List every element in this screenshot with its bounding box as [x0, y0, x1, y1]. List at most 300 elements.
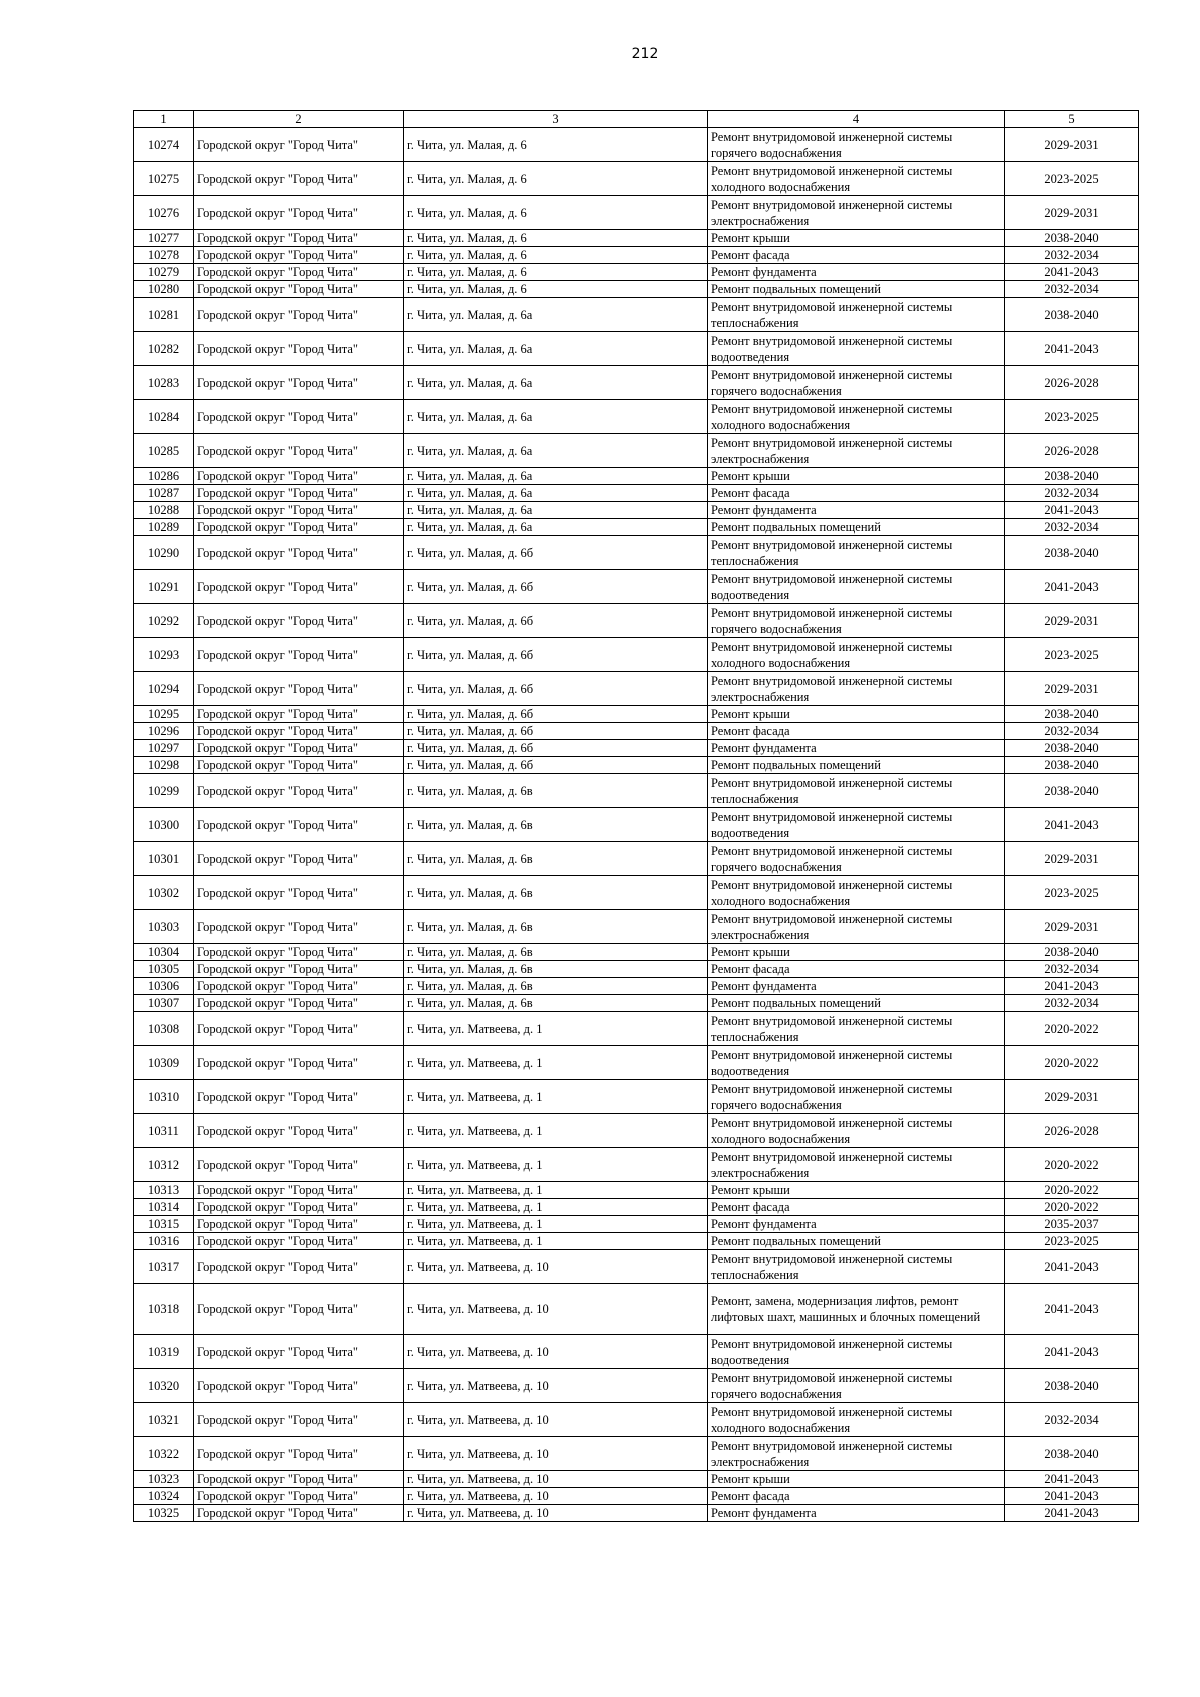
row-number: 10297: [134, 740, 194, 757]
work-type-cell: Ремонт крыши: [708, 1182, 1005, 1199]
table-row: [134, 519, 1139, 536]
address-cell: г. Чита, ул. Матвеева, д. 10: [404, 1369, 708, 1403]
period-cell: 2032-2034: [1005, 723, 1139, 740]
period-cell: 2041-2043: [1005, 332, 1139, 366]
table-row: [134, 1369, 1139, 1403]
period-cell: 2038-2040: [1005, 536, 1139, 570]
table-row: [134, 1437, 1139, 1471]
district-cell: Городской округ "Город Чита": [194, 196, 404, 230]
table-row: [134, 162, 1139, 196]
address-cell: г. Чита, ул. Матвеева, д. 10: [404, 1437, 708, 1471]
address-cell: г. Чита, ул. Матвеева, д. 1: [404, 1199, 708, 1216]
address-cell: г. Чита, ул. Малая, д. 6а: [404, 434, 708, 468]
address-cell: г. Чита, ул. Матвеева, д. 10: [404, 1284, 708, 1335]
table-row: [134, 264, 1139, 281]
row-number: 10298: [134, 757, 194, 774]
table-row: [134, 876, 1139, 910]
table-row: [134, 1403, 1139, 1437]
table-row: [134, 1080, 1139, 1114]
period-cell: 2041-2043: [1005, 1250, 1139, 1284]
table-row: [134, 1471, 1139, 1488]
table-row: [134, 332, 1139, 366]
district-cell: Городской округ "Город Чита": [194, 366, 404, 400]
district-cell: Городской округ "Город Чита": [194, 604, 404, 638]
address-cell: г. Чита, ул. Матвеева, д. 1: [404, 1012, 708, 1046]
district-cell: Городской округ "Город Чита": [194, 570, 404, 604]
row-number: 10291: [134, 570, 194, 604]
table-row: [134, 536, 1139, 570]
work-type-cell: Ремонт внутридомовой инженерной системы холодного водоснабжения: [708, 162, 1005, 196]
address-cell: г. Чита, ул. Матвеева, д. 1: [404, 1046, 708, 1080]
row-number: 10323: [134, 1471, 194, 1488]
address-cell: г. Чита, ул. Матвеева, д. 10: [404, 1403, 708, 1437]
address-cell: г. Чита, ул. Малая, д. 6: [404, 162, 708, 196]
table-row: [134, 570, 1139, 604]
table-row: [134, 468, 1139, 485]
district-cell: Городской округ "Город Чита": [194, 264, 404, 281]
period-cell: 2038-2040: [1005, 944, 1139, 961]
district-cell: Городской округ "Город Чита": [194, 128, 404, 162]
row-number: 10319: [134, 1335, 194, 1369]
district-cell: Городской округ "Город Чита": [194, 944, 404, 961]
period-cell: 2038-2040: [1005, 1437, 1139, 1471]
work-type-cell: Ремонт внутридомовой инженерной системы водоотведения: [708, 332, 1005, 366]
address-cell: г. Чита, ул. Малая, д. 6в: [404, 842, 708, 876]
period-cell: 2023-2025: [1005, 876, 1139, 910]
table-row: [134, 723, 1139, 740]
work-type-cell: Ремонт фундамента: [708, 740, 1005, 757]
work-type-cell: Ремонт фундамента: [708, 264, 1005, 281]
address-cell: г. Чита, ул. Матвеева, д. 1: [404, 1182, 708, 1199]
work-type-cell: Ремонт, замена, модернизация лифтов, ремонт лифтовых шахт, машинных и блочных помещений: [708, 1284, 1005, 1335]
district-cell: Городской округ "Город Чита": [194, 1505, 404, 1522]
row-number: 10278: [134, 247, 194, 264]
column-header-work-type: 4: [708, 111, 1005, 128]
table-row: [134, 1216, 1139, 1233]
work-type-cell: Ремонт фасада: [708, 1199, 1005, 1216]
period-cell: 2023-2025: [1005, 638, 1139, 672]
work-type-cell: Ремонт фундамента: [708, 978, 1005, 995]
address-cell: г. Чита, ул. Малая, д. 6б: [404, 638, 708, 672]
district-cell: Городской округ "Город Чита": [194, 740, 404, 757]
work-type-cell: Ремонт внутридомовой инженерной системы горячего водоснабжения: [708, 1369, 1005, 1403]
table-row: [134, 1046, 1139, 1080]
period-cell: 2041-2043: [1005, 978, 1139, 995]
period-cell: 2041-2043: [1005, 264, 1139, 281]
table-row: [134, 1335, 1139, 1369]
row-number: 10288: [134, 502, 194, 519]
table-row: [134, 230, 1139, 247]
table-row: [134, 672, 1139, 706]
row-number: 10314: [134, 1199, 194, 1216]
row-number: 10290: [134, 536, 194, 570]
address-cell: г. Чита, ул. Матвеева, д. 1: [404, 1216, 708, 1233]
row-number: 10275: [134, 162, 194, 196]
address-cell: г. Чита, ул. Малая, д. 6: [404, 230, 708, 247]
work-type-cell: Ремонт внутридомовой инженерной системы электроснабжения: [708, 672, 1005, 706]
address-cell: г. Чита, ул. Малая, д. 6а: [404, 468, 708, 485]
period-cell: 2038-2040: [1005, 230, 1139, 247]
address-cell: г. Чита, ул. Малая, д. 6в: [404, 995, 708, 1012]
address-cell: г. Чита, ул. Малая, д. 6: [404, 128, 708, 162]
table-row: [134, 961, 1139, 978]
work-type-cell: Ремонт внутридомовой инженерной системы горячего водоснабжения: [708, 366, 1005, 400]
row-number: 10313: [134, 1182, 194, 1199]
district-cell: Городской округ "Город Чита": [194, 672, 404, 706]
table-row: [134, 400, 1139, 434]
district-cell: Городской округ "Город Чита": [194, 1012, 404, 1046]
work-type-cell: Ремонт внутридомовой инженерной системы электроснабжения: [708, 910, 1005, 944]
address-cell: г. Чита, ул. Малая, д. 6а: [404, 502, 708, 519]
address-cell: г. Чита, ул. Малая, д. 6б: [404, 740, 708, 757]
period-cell: 2041-2043: [1005, 1335, 1139, 1369]
address-cell: г. Чита, ул. Малая, д. 6: [404, 281, 708, 298]
period-cell: 2038-2040: [1005, 468, 1139, 485]
period-cell: 2041-2043: [1005, 1488, 1139, 1505]
row-number: 10310: [134, 1080, 194, 1114]
work-type-cell: Ремонт внутридомовой инженерной системы теплоснабжения: [708, 536, 1005, 570]
work-type-cell: Ремонт фундамента: [708, 502, 1005, 519]
period-cell: 2029-2031: [1005, 910, 1139, 944]
work-type-cell: Ремонт крыши: [708, 1471, 1005, 1488]
table-row: [134, 1012, 1139, 1046]
work-type-cell: Ремонт фасада: [708, 485, 1005, 502]
address-cell: г. Чита, ул. Малая, д. 6: [404, 247, 708, 264]
work-type-cell: Ремонт крыши: [708, 230, 1005, 247]
address-cell: г. Чита, ул. Матвеева, д. 10: [404, 1505, 708, 1522]
work-type-cell: Ремонт внутридомовой инженерной системы водоотведения: [708, 1335, 1005, 1369]
row-number: 10307: [134, 995, 194, 1012]
district-cell: Городской округ "Город Чита": [194, 1080, 404, 1114]
table-row: [134, 485, 1139, 502]
row-number: 10320: [134, 1369, 194, 1403]
period-cell: 2029-2031: [1005, 604, 1139, 638]
repair-schedule-table: [133, 110, 1139, 1522]
district-cell: Городской округ "Город Чита": [194, 706, 404, 723]
work-type-cell: Ремонт крыши: [708, 706, 1005, 723]
period-cell: 2029-2031: [1005, 128, 1139, 162]
row-number: 10303: [134, 910, 194, 944]
address-cell: г. Чита, ул. Малая, д. 6в: [404, 978, 708, 995]
work-type-cell: Ремонт подвальных помещений: [708, 281, 1005, 298]
address-cell: г. Чита, ул. Малая, д. 6а: [404, 400, 708, 434]
period-cell: 2032-2034: [1005, 485, 1139, 502]
row-number: 10281: [134, 298, 194, 332]
period-cell: 2035-2037: [1005, 1216, 1139, 1233]
work-type-cell: Ремонт внутридомовой инженерной системы теплоснабжения: [708, 774, 1005, 808]
row-number: 10284: [134, 400, 194, 434]
work-type-cell: Ремонт подвальных помещений: [708, 757, 1005, 774]
address-cell: г. Чита, ул. Малая, д. 6: [404, 196, 708, 230]
table-row: [134, 706, 1139, 723]
period-cell: 2029-2031: [1005, 1080, 1139, 1114]
district-cell: Городской округ "Город Чита": [194, 162, 404, 196]
district-cell: Городской округ "Город Чита": [194, 1182, 404, 1199]
row-number: 10304: [134, 944, 194, 961]
work-type-cell: Ремонт фундамента: [708, 1505, 1005, 1522]
address-cell: г. Чита, ул. Малая, д. 6в: [404, 774, 708, 808]
work-type-cell: Ремонт фасада: [708, 1488, 1005, 1505]
row-number: 10311: [134, 1114, 194, 1148]
table-row: [134, 842, 1139, 876]
district-cell: Городской округ "Город Чита": [194, 230, 404, 247]
period-cell: 2038-2040: [1005, 1369, 1139, 1403]
work-type-cell: Ремонт внутридомовой инженерной системы электроснабжения: [708, 434, 1005, 468]
district-cell: Городской округ "Город Чита": [194, 1437, 404, 1471]
address-cell: г. Чита, ул. Малая, д. 6б: [404, 723, 708, 740]
work-type-cell: Ремонт внутридомовой инженерной системы горячего водоснабжения: [708, 1080, 1005, 1114]
district-cell: Городской округ "Город Чита": [194, 247, 404, 264]
row-number: 10285: [134, 434, 194, 468]
district-cell: Городской округ "Город Чита": [194, 1148, 404, 1182]
period-cell: 2026-2028: [1005, 1114, 1139, 1148]
district-cell: Городской округ "Город Чита": [194, 808, 404, 842]
address-cell: г. Чита, ул. Малая, д. 6а: [404, 332, 708, 366]
period-cell: 2020-2022: [1005, 1199, 1139, 1216]
district-cell: Городской округ "Город Чита": [194, 876, 404, 910]
period-cell: 2038-2040: [1005, 757, 1139, 774]
district-cell: Городской округ "Город Чита": [194, 1114, 404, 1148]
address-cell: г. Чита, ул. Малая, д. 6б: [404, 706, 708, 723]
address-cell: г. Чита, ул. Матвеева, д. 1: [404, 1080, 708, 1114]
district-cell: Городской округ "Город Чита": [194, 723, 404, 740]
table-row: [134, 774, 1139, 808]
table-row: [134, 1114, 1139, 1148]
row-number: 10325: [134, 1505, 194, 1522]
row-number: 10308: [134, 1012, 194, 1046]
period-cell: 2038-2040: [1005, 774, 1139, 808]
table-row: [134, 298, 1139, 332]
district-cell: Городской округ "Город Чита": [194, 1488, 404, 1505]
row-number: 10312: [134, 1148, 194, 1182]
district-cell: Городской округ "Город Чита": [194, 1046, 404, 1080]
address-cell: г. Чита, ул. Малая, д. 6в: [404, 876, 708, 910]
period-cell: 2023-2025: [1005, 1233, 1139, 1250]
work-type-cell: Ремонт внутридомовой инженерной системы холодного водоснабжения: [708, 400, 1005, 434]
table-row: [134, 1182, 1139, 1199]
row-number: 10295: [134, 706, 194, 723]
period-cell: 2020-2022: [1005, 1046, 1139, 1080]
page-number: 212: [631, 46, 659, 62]
work-type-cell: Ремонт подвальных помещений: [708, 519, 1005, 536]
work-type-cell: Ремонт внутридомовой инженерной системы горячего водоснабжения: [708, 842, 1005, 876]
period-cell: 2023-2025: [1005, 400, 1139, 434]
address-cell: г. Чита, ул. Малая, д. 6в: [404, 961, 708, 978]
table-row: [134, 128, 1139, 162]
district-cell: Городской округ "Город Чита": [194, 757, 404, 774]
row-number: 10279: [134, 264, 194, 281]
period-cell: 2038-2040: [1005, 298, 1139, 332]
district-cell: Городской округ "Город Чита": [194, 400, 404, 434]
work-type-cell: Ремонт подвальных помещений: [708, 995, 1005, 1012]
row-number: 10296: [134, 723, 194, 740]
row-number: 10322: [134, 1437, 194, 1471]
district-cell: Городской округ "Город Чита": [194, 1403, 404, 1437]
period-cell: 2020-2022: [1005, 1182, 1139, 1199]
table-row: [134, 366, 1139, 400]
period-cell: 2032-2034: [1005, 1403, 1139, 1437]
row-number: 10302: [134, 876, 194, 910]
period-cell: 2032-2034: [1005, 281, 1139, 298]
address-cell: г. Чита, ул. Малая, д. 6б: [404, 604, 708, 638]
table-row: [134, 281, 1139, 298]
row-number: 10318: [134, 1284, 194, 1335]
period-cell: 2032-2034: [1005, 961, 1139, 978]
district-cell: Городской округ "Город Чита": [194, 978, 404, 995]
work-type-cell: Ремонт внутридомовой инженерной системы холодного водоснабжения: [708, 1403, 1005, 1437]
district-cell: Городской округ "Город Чита": [194, 434, 404, 468]
table-row: [134, 1148, 1139, 1182]
district-cell: Городской округ "Город Чита": [194, 281, 404, 298]
period-cell: 2038-2040: [1005, 740, 1139, 757]
work-type-cell: Ремонт внутридомовой инженерной системы теплоснабжения: [708, 1250, 1005, 1284]
table-row: [134, 638, 1139, 672]
address-cell: г. Чита, ул. Малая, д. 6б: [404, 570, 708, 604]
district-cell: Городской округ "Город Чита": [194, 1471, 404, 1488]
period-cell: 2020-2022: [1005, 1148, 1139, 1182]
address-cell: г. Чита, ул. Малая, д. 6а: [404, 485, 708, 502]
district-cell: Городской округ "Город Чита": [194, 536, 404, 570]
district-cell: Городской округ "Город Чита": [194, 1369, 404, 1403]
period-cell: 2032-2034: [1005, 247, 1139, 264]
table-row: [134, 196, 1139, 230]
district-cell: Городской округ "Город Чита": [194, 519, 404, 536]
row-number: 10316: [134, 1233, 194, 1250]
district-cell: Городской округ "Город Чита": [194, 468, 404, 485]
address-cell: г. Чита, ул. Матвеева, д. 10: [404, 1471, 708, 1488]
row-number: 10276: [134, 196, 194, 230]
address-cell: г. Чита, ул. Матвеева, д. 1: [404, 1148, 708, 1182]
period-cell: 2020-2022: [1005, 1012, 1139, 1046]
work-type-cell: Ремонт внутридомовой инженерной системы горячего водоснабжения: [708, 604, 1005, 638]
period-cell: 2041-2043: [1005, 1471, 1139, 1488]
row-number: 10289: [134, 519, 194, 536]
work-type-cell: Ремонт внутридомовой инженерной системы электроснабжения: [708, 1437, 1005, 1471]
address-cell: г. Чита, ул. Матвеева, д. 10: [404, 1250, 708, 1284]
period-cell: 2032-2034: [1005, 519, 1139, 536]
work-type-cell: Ремонт подвальных помещений: [708, 1233, 1005, 1250]
address-cell: г. Чита, ул. Малая, д. 6в: [404, 910, 708, 944]
table-row: [134, 1488, 1139, 1505]
address-cell: г. Чита, ул. Малая, д. 6а: [404, 519, 708, 536]
row-number: 10274: [134, 128, 194, 162]
period-cell: 2029-2031: [1005, 672, 1139, 706]
row-number: 10301: [134, 842, 194, 876]
table-row: [134, 434, 1139, 468]
table-row: [134, 1199, 1139, 1216]
district-cell: Городской округ "Город Чита": [194, 910, 404, 944]
district-cell: Городской округ "Город Чита": [194, 502, 404, 519]
address-cell: г. Чита, ул. Малая, д. 6б: [404, 536, 708, 570]
table-row: [134, 1250, 1139, 1284]
address-cell: г. Чита, ул. Малая, д. 6в: [404, 808, 708, 842]
table-row: [134, 1233, 1139, 1250]
period-cell: 2026-2028: [1005, 366, 1139, 400]
address-cell: г. Чита, ул. Малая, д. 6а: [404, 298, 708, 332]
district-cell: Городской округ "Город Чита": [194, 1216, 404, 1233]
table-row: [134, 740, 1139, 757]
table-row: [134, 247, 1139, 264]
period-cell: 2029-2031: [1005, 842, 1139, 876]
row-number: 10299: [134, 774, 194, 808]
period-cell: 2038-2040: [1005, 706, 1139, 723]
row-number: 10292: [134, 604, 194, 638]
row-number: 10305: [134, 961, 194, 978]
address-cell: г. Чита, ул. Малая, д. 6а: [404, 366, 708, 400]
table-row: [134, 757, 1139, 774]
row-number: 10286: [134, 468, 194, 485]
district-cell: Городской округ "Город Чита": [194, 485, 404, 502]
row-number: 10277: [134, 230, 194, 247]
row-number: 10282: [134, 332, 194, 366]
district-cell: Городской округ "Город Чита": [194, 1250, 404, 1284]
row-number: 10321: [134, 1403, 194, 1437]
work-type-cell: Ремонт внутридомовой инженерной системы холодного водоснабжения: [708, 1114, 1005, 1148]
table-row: [134, 1505, 1139, 1522]
work-type-cell: Ремонт внутридомовой инженерной системы холодного водоснабжения: [708, 876, 1005, 910]
address-cell: г. Чита, ул. Матвеева, д. 1: [404, 1233, 708, 1250]
district-cell: Городской округ "Город Чита": [194, 298, 404, 332]
work-type-cell: Ремонт фасада: [708, 961, 1005, 978]
work-type-cell: Ремонт внутридомовой инженерной системы водоотведения: [708, 1046, 1005, 1080]
table-row: [134, 604, 1139, 638]
address-cell: г. Чита, ул. Малая, д. 6б: [404, 672, 708, 706]
work-type-cell: Ремонт внутридомовой инженерной системы теплоснабжения: [708, 1012, 1005, 1046]
address-cell: г. Чита, ул. Матвеева, д. 10: [404, 1335, 708, 1369]
work-type-cell: Ремонт фасада: [708, 247, 1005, 264]
period-cell: 2041-2043: [1005, 502, 1139, 519]
work-type-cell: Ремонт внутридомовой инженерной системы водоотведения: [708, 808, 1005, 842]
table-header-row: [134, 111, 1139, 128]
district-cell: Городской округ "Город Чита": [194, 1284, 404, 1335]
table-row: [134, 978, 1139, 995]
address-cell: г. Чита, ул. Матвеева, д. 10: [404, 1488, 708, 1505]
column-header-address: 3: [404, 111, 708, 128]
district-cell: Городской округ "Город Чита": [194, 1233, 404, 1250]
district-cell: Городской округ "Город Чита": [194, 961, 404, 978]
period-cell: 2041-2043: [1005, 808, 1139, 842]
table-row: [134, 944, 1139, 961]
row-number: 10280: [134, 281, 194, 298]
row-number: 10306: [134, 978, 194, 995]
row-number: 10309: [134, 1046, 194, 1080]
column-header-district: 2: [194, 111, 404, 128]
address-cell: г. Чита, ул. Малая, д. 6б: [404, 757, 708, 774]
row-number: 10300: [134, 808, 194, 842]
row-number: 10294: [134, 672, 194, 706]
period-cell: 2041-2043: [1005, 1505, 1139, 1522]
period-cell: 2032-2034: [1005, 995, 1139, 1012]
district-cell: Городской округ "Город Чита": [194, 332, 404, 366]
work-type-cell: Ремонт внутридомовой инженерной системы электроснабжения: [708, 196, 1005, 230]
column-header-period: 5: [1005, 111, 1139, 128]
work-type-cell: Ремонт крыши: [708, 944, 1005, 961]
address-cell: г. Чита, ул. Малая, д. 6в: [404, 944, 708, 961]
district-cell: Городской округ "Город Чита": [194, 995, 404, 1012]
work-type-cell: Ремонт внутридомовой инженерной системы холодного водоснабжения: [708, 638, 1005, 672]
row-number: 10315: [134, 1216, 194, 1233]
period-cell: 2023-2025: [1005, 162, 1139, 196]
work-type-cell: Ремонт внутридомовой инженерной системы горячего водоснабжения: [708, 128, 1005, 162]
period-cell: 2041-2043: [1005, 570, 1139, 604]
row-number: 10317: [134, 1250, 194, 1284]
work-type-cell: Ремонт внутридомовой инженерной системы водоотведения: [708, 570, 1005, 604]
period-cell: 2026-2028: [1005, 434, 1139, 468]
table-row: [134, 910, 1139, 944]
table-row: [134, 1284, 1139, 1335]
period-cell: 2029-2031: [1005, 196, 1139, 230]
row-number: 10283: [134, 366, 194, 400]
